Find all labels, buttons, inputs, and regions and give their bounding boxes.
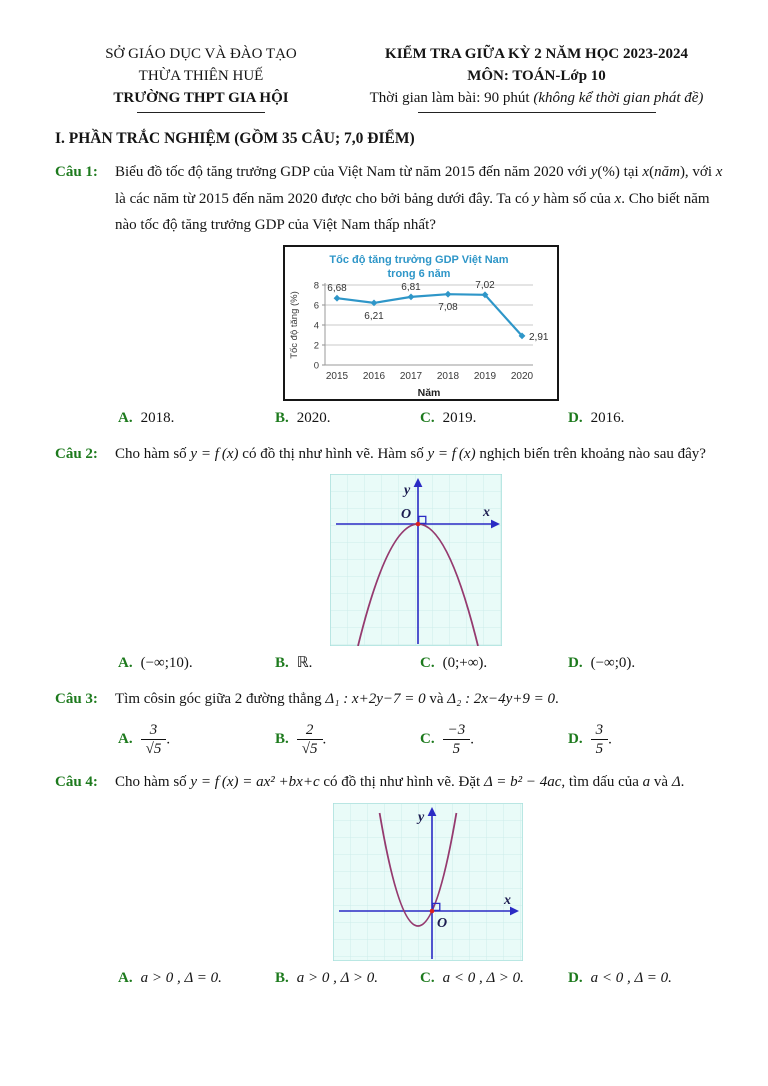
figure-grid bbox=[331, 475, 501, 645]
y-axis-title: Tốc độ tăng (%) bbox=[289, 291, 300, 359]
header-left-rule bbox=[137, 112, 265, 113]
question-1-answers bbox=[115, 406, 726, 430]
gdp-line-chart bbox=[285, 247, 553, 399]
answer-option-a: A. a > 0 , Δ = 0. bbox=[118, 969, 222, 986]
answer-option-c: C. 2019. bbox=[420, 410, 477, 426]
answer-option-c: C. a < 0 , Δ > 0. bbox=[420, 969, 524, 986]
data-point-label: 7,08 bbox=[438, 302, 458, 314]
x-tick-label: 2018 bbox=[436, 371, 460, 382]
answer-option-d: D. a < 0 , Δ = 0. bbox=[568, 969, 672, 986]
question-4-answers bbox=[115, 966, 726, 990]
question-3 bbox=[55, 686, 726, 758]
gdp-chart-frame bbox=[283, 245, 559, 401]
fraction: $\frac{2}{√5}$ bbox=[297, 721, 323, 759]
answer-option-a: A. $\frac{3}{√5}$ . bbox=[118, 721, 171, 757]
question-2-label: Câu 2: bbox=[55, 446, 98, 462]
question-3-label: Câu 3: bbox=[55, 691, 98, 708]
data-point-label: 6,21 bbox=[364, 310, 384, 322]
x-axis-label: x bbox=[504, 892, 511, 908]
data-point-marker bbox=[445, 291, 452, 298]
answer-option-d: D. 2016. bbox=[568, 410, 625, 426]
y-tick-label: 2 bbox=[313, 340, 319, 352]
origin-point bbox=[416, 522, 421, 527]
exam-title: KIỂM TRA GIỮA KỲ 2 NĂM HỌC 2023-2024 bbox=[385, 46, 688, 62]
question-2-text: Cho hàm số y = f (x) có đồ thị như hình vẽ. Hàm số y = f (x) nghịch biến trên khoảng nào sau đây? bbox=[115, 446, 706, 462]
chart-subtitle: trong 6 năm bbox=[387, 268, 451, 280]
q4-figure bbox=[333, 803, 726, 961]
answer-option-d: D. (−∞;0). bbox=[568, 655, 636, 672]
exam-header bbox=[55, 44, 726, 113]
origin-label: O bbox=[437, 915, 448, 931]
question-4-text: Cho hàm số y = f (x) = ax² +bx+c có đồ thị như hình vẽ. Đặt Δ = b² − 4ac, tìm dấu của a và Δ. bbox=[115, 774, 685, 791]
exam-subject: MÔN: TOÁN-Lớp 10 bbox=[467, 67, 606, 84]
answer-option-a: A. (−∞;10). bbox=[118, 655, 193, 672]
header-right-rule bbox=[418, 112, 656, 113]
question-2-answers bbox=[115, 651, 726, 675]
figure-grid bbox=[334, 804, 522, 960]
question-3-text: Tìm côsin góc giữa 2 đường thẳng Δ₁ : x+2y−7 = 0 và Δ₂ : 2x−4y+9 = 0. bbox=[115, 691, 559, 708]
y-tick-label: 6 bbox=[313, 300, 319, 312]
header-exam-block bbox=[347, 44, 726, 113]
answer-option-b: B. ℝ. bbox=[275, 655, 313, 672]
question-1-text: Biểu đồ tốc độ tăng trưởng GDP của Việt Nam từ năm 2015 đến năm 2020 với y(%) tại x(năm), với x là các năm từ 2015 đến năm 2020 được cho bởi bảng dưới đây. Ta có y hàm số của x. Cho biết năm nào tốc độ tăng trưởng GDP của Việt Nam thấp nhất? bbox=[115, 164, 723, 233]
data-point-label: 6,81 bbox=[401, 281, 421, 293]
answer-option-c: C. $\frac{-3}{5}$ . bbox=[420, 721, 474, 757]
answer-option-a: A. 2018. bbox=[118, 410, 175, 426]
x-axis-title: Năm bbox=[417, 387, 441, 399]
y-tick-label: 4 bbox=[313, 320, 319, 332]
question-4 bbox=[55, 769, 726, 989]
answer-option-b: B. a > 0 , Δ > 0. bbox=[275, 969, 379, 986]
header-school-block bbox=[55, 44, 347, 113]
y-tick-label: 8 bbox=[313, 280, 319, 292]
origin-label: O bbox=[401, 507, 412, 523]
data-point-label: 2,91 bbox=[529, 331, 549, 343]
fraction: $\frac{-3}{5}$ bbox=[443, 721, 471, 759]
answer-option-b: B. 2020. bbox=[275, 410, 331, 426]
q2-figure bbox=[330, 474, 726, 646]
x-tick-label: 2015 bbox=[325, 371, 349, 382]
department-line: SỞ GIÁO DỤC VÀ ĐÀO TẠO bbox=[105, 46, 297, 62]
data-point-label: 7,02 bbox=[475, 279, 495, 291]
downward-parabola-figure bbox=[330, 474, 502, 646]
section-title: I. PHẦN TRẮC NGHIỆM (GỒM 35 CÂU; 7,0 ĐIỂM) bbox=[55, 130, 415, 148]
question-3-answers bbox=[115, 721, 726, 759]
x-tick-label: 2017 bbox=[399, 371, 423, 382]
school-name: TRƯỜNG THPT GIA HỘI bbox=[113, 89, 289, 106]
answer-option-c: C. (0;+∞). bbox=[420, 655, 488, 672]
fraction: $\frac{3}{√5}$ bbox=[141, 721, 167, 759]
data-point-marker bbox=[408, 294, 415, 301]
question-2 bbox=[55, 441, 726, 675]
x-tick-label: 2016 bbox=[362, 371, 386, 382]
y-axis-label: y bbox=[418, 809, 425, 825]
x-axis-label: x bbox=[483, 505, 490, 521]
answer-option-b: B. $\frac{2}{√5}$ . bbox=[275, 721, 327, 757]
x-tick-label: 2020 bbox=[510, 371, 534, 382]
origin-point bbox=[430, 908, 435, 913]
fraction: $\frac{3}{5}$ bbox=[591, 721, 609, 759]
exam-duration: Thời gian làm bài: 90 phút (không kể thời gian phát đề) bbox=[369, 89, 704, 106]
answer-option-d: D. $\frac{3}{5}$ . bbox=[568, 721, 612, 757]
y-axis-label: y bbox=[404, 483, 411, 499]
x-tick-label: 2019 bbox=[473, 371, 497, 382]
province-line: THỪA THIÊN HUẾ bbox=[138, 67, 264, 84]
question-4-label: Câu 4: bbox=[55, 774, 98, 791]
y-tick-label: 0 bbox=[313, 360, 319, 372]
data-point-marker bbox=[334, 295, 341, 302]
question-1-label: Câu 1: bbox=[55, 164, 98, 181]
chart-title: Tốc độ tăng trưởng GDP Việt Nam bbox=[329, 254, 509, 266]
question-1 bbox=[55, 159, 726, 430]
data-point-label: 6,68 bbox=[327, 283, 347, 295]
upward-parabola-figure bbox=[333, 803, 523, 961]
